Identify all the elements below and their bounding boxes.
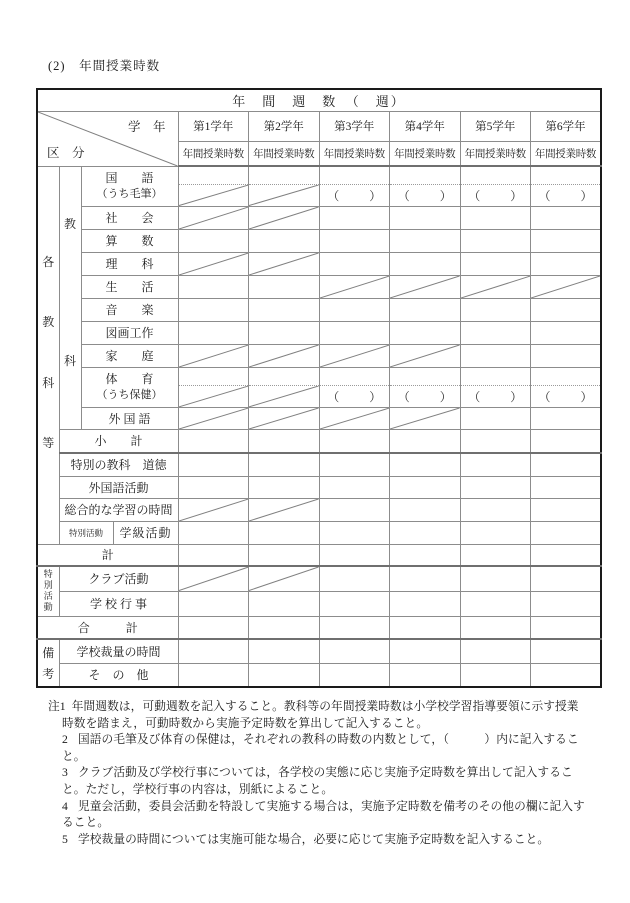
entry-cell-split-paren (390, 166, 461, 206)
group-char: 別 (43, 580, 53, 591)
subheader-hours: 年間授業時数 (249, 141, 320, 166)
entry-cell-diag (178, 407, 249, 429)
entry-cell-empty (178, 476, 249, 498)
row-label-grand-total: 合 計 (37, 616, 178, 639)
grade-header-1: 第1学年 (178, 111, 249, 141)
corner-grade-label: 学 年 (127, 119, 166, 134)
entry-cell-empty (460, 616, 531, 639)
paren-close: ） (510, 188, 523, 203)
note-number: 注1 (48, 700, 66, 713)
entry-cell-diag (249, 498, 320, 521)
subheader-hours: 年間授業時数 (390, 141, 461, 166)
diagonal-strike-line (179, 207, 249, 229)
entry-cell-empty (178, 275, 249, 298)
entry-cell-diag (249, 407, 320, 429)
entry-cell-empty (178, 229, 249, 252)
entry-cell-empty (249, 476, 320, 498)
entry-cell-empty (178, 521, 249, 544)
entry-cell-empty (319, 639, 390, 663)
group-char: 動 (43, 602, 53, 613)
grade-header-5: 第5学年 (460, 111, 531, 141)
paren-close: ） (510, 389, 523, 404)
entry-cell-split-diag (178, 166, 249, 206)
row-label-katei: 家 庭 (81, 344, 178, 367)
diagonal-strike-line (249, 345, 319, 367)
entry-cell-empty (178, 639, 249, 663)
entry-cell-diag (531, 275, 602, 298)
paren-close: ） (580, 188, 593, 203)
row-label-ongaku: 音 楽 (81, 298, 178, 321)
grade-header-6: 第6学年 (531, 111, 602, 141)
entry-cell-empty (249, 321, 320, 344)
entry-cell-diag (178, 206, 249, 229)
subject-name: 体 育 (105, 372, 154, 387)
diagonal-strike-line (320, 345, 390, 367)
diagonal-strike-line (390, 345, 460, 367)
entry-cell-empty (178, 453, 249, 476)
entry-cell-split-diag (178, 367, 249, 407)
page-title: (2) 年間授業時数 (48, 59, 161, 73)
diagonal-strike-line (531, 276, 600, 298)
entry-cell-empty (319, 663, 390, 687)
row-label-sogo: 総合的な学習の時間 (59, 498, 178, 521)
entry-cell-diag (319, 344, 390, 367)
entry-cell-empty (531, 344, 602, 367)
entry-cell-empty (460, 429, 531, 453)
paren-open: （ (468, 188, 481, 203)
note-text: クラブ活動及び学校行事については，各学校の実態に応じ実施予定時数を算出して記入すること。ただし，学校行事の内容は，別紙によること。 (62, 766, 573, 796)
row-label-sansu: 算 数 (81, 229, 178, 252)
entry-cell-empty (531, 498, 602, 521)
group-char: 科 (42, 375, 55, 390)
subject-subname: （うち毛筆） (96, 187, 163, 200)
group-char: 等 (42, 436, 55, 451)
diagonal-strike-line (179, 567, 249, 591)
group-char: 科 (63, 353, 76, 368)
entry-cell-empty (319, 616, 390, 639)
entry-cell-diag (460, 275, 531, 298)
entry-cell-empty (319, 321, 390, 344)
diagonal-strike-line (249, 207, 319, 229)
row-label-subtotal: 小 計 (59, 429, 178, 453)
row-label-seikatsu: 生 活 (81, 275, 178, 298)
entry-cell-diag (390, 275, 461, 298)
gakkyu-group-label: 特別活動 (60, 522, 114, 544)
weeks-header: 年 間 週 数 （ 週） (37, 89, 601, 111)
entry-cell-diag (178, 344, 249, 367)
paren-close: ） (369, 389, 382, 404)
entry-cell-empty (249, 521, 320, 544)
paren-open: （ (397, 188, 410, 203)
diagonal-strike-line (179, 253, 249, 275)
entry-cell-empty (178, 321, 249, 344)
entry-cell-split-paren (531, 166, 602, 206)
entry-cell-empty (319, 521, 390, 544)
subheader-hours: 年間授業時数 (460, 141, 531, 166)
entry-cell-split-paren (390, 367, 461, 407)
entry-cell-empty (390, 476, 461, 498)
entry-cell-empty (460, 453, 531, 476)
entry-cell-empty (319, 566, 390, 591)
row-label-gaikokugo-katsudo: 外国語活動 (59, 476, 178, 498)
group-label-tokubetsu-katsudo (37, 566, 59, 616)
diagonal-strike-line (249, 253, 319, 275)
entry-cell-empty (460, 252, 531, 275)
grade-header-2: 第2学年 (249, 111, 320, 141)
entry-cell-split-paren (319, 166, 390, 206)
group-char: 備 (42, 646, 55, 660)
entry-cell-empty (390, 321, 461, 344)
entry-cell-diag (249, 344, 320, 367)
entry-cell-empty (390, 453, 461, 476)
entry-cell-empty (178, 616, 249, 639)
entry-cell-empty (319, 252, 390, 275)
grade-header-3: 第3学年 (319, 111, 390, 141)
entry-cell-empty (531, 521, 602, 544)
entry-cell-empty (460, 566, 531, 591)
note-item (62, 732, 588, 765)
entry-cell-diag (249, 206, 320, 229)
diagonal-strike-line (320, 408, 390, 429)
corner-cell (37, 111, 178, 166)
entry-cell-diag (319, 275, 390, 298)
entry-cell-empty (178, 663, 249, 687)
entry-cell-diag (178, 498, 249, 521)
entry-cell-split-diag (249, 166, 320, 206)
gakkyu-label: 学級活動 (119, 526, 172, 540)
row-label-sonota: そ の 他 (59, 663, 178, 687)
note-text: 児童会活動，委員会活動を特設して実施する場合は，実施予定時数を備考のその他の欄に記入すること。 (62, 799, 585, 830)
entry-cell-empty (390, 521, 461, 544)
entry-cell-empty (249, 663, 320, 687)
entry-cell-empty (460, 663, 531, 687)
paren-close: ） (369, 188, 382, 203)
entry-cell-empty (390, 252, 461, 275)
diagonal-strike-line (179, 345, 249, 367)
entry-cell-diag (178, 252, 249, 275)
diagonal-strike-line (320, 276, 390, 298)
row-label-rika: 理 科 (81, 252, 178, 275)
note-item (62, 765, 588, 798)
diagonal-strike-line (179, 408, 249, 429)
diagonal-strike-line (390, 276, 460, 298)
entry-cell-empty (460, 476, 531, 498)
row-label-zugakosaku: 図画工作 (81, 321, 178, 344)
entry-cell-empty (390, 566, 461, 591)
entry-cell-split-paren (460, 367, 531, 407)
entry-cell-empty (249, 429, 320, 453)
subheader-hours: 年間授業時数 (178, 141, 249, 166)
note-item (62, 799, 588, 832)
entry-cell-empty (319, 476, 390, 498)
subheader-hours: 年間授業時数 (531, 141, 602, 166)
entry-cell-empty (460, 298, 531, 321)
paren-open: （ (538, 188, 551, 203)
group-char: 教 (63, 216, 76, 231)
entry-cell-empty (531, 229, 602, 252)
entry-cell-empty (249, 616, 320, 639)
entry-cell-empty (390, 544, 461, 566)
entry-cell-empty (531, 566, 602, 591)
entry-cell-empty (178, 429, 249, 453)
note-number: 4 (62, 799, 68, 813)
note-text: 学校裁量の時間については実施可能な場合，必要に応じて実施予定時数を記入すること。 (77, 832, 550, 846)
group-char: 特 (43, 569, 53, 580)
note-number: 3 (62, 766, 68, 780)
note-item (62, 832, 588, 849)
paren-open: （ (538, 389, 551, 404)
diagonal-strike-line (249, 386, 319, 407)
annual-hours-table (36, 88, 602, 688)
entry-cell-empty (531, 206, 602, 229)
entry-cell-empty (249, 639, 320, 663)
entry-cell-empty (531, 298, 602, 321)
entry-cell-empty (249, 275, 320, 298)
entry-cell-empty (390, 429, 461, 453)
entry-cell-empty (531, 616, 602, 639)
entry-cell-empty (531, 663, 602, 687)
entry-cell-empty (249, 544, 320, 566)
entry-cell-empty (460, 498, 531, 521)
entry-cell-empty (319, 544, 390, 566)
notes-section (48, 699, 588, 848)
row-label-dotoku: 特別の教科 道徳 (59, 453, 178, 476)
paren-close: ） (439, 389, 452, 404)
corner-category-label: 区 分 (47, 145, 85, 160)
row-label-gakkyu-katsudo (59, 521, 178, 544)
entry-cell-empty (249, 453, 320, 476)
note-item (48, 699, 588, 732)
entry-cell-empty (531, 321, 602, 344)
entry-cell-empty (319, 453, 390, 476)
diagonal-strike-line (249, 567, 319, 591)
entry-cell-empty (460, 639, 531, 663)
subheader-hours: 年間授業時数 (319, 141, 390, 166)
entry-cell-empty (531, 407, 602, 429)
entry-cell-empty (178, 591, 249, 616)
entry-cell-split-paren (460, 166, 531, 206)
entry-cell-empty (178, 544, 249, 566)
group-char: 各 (42, 254, 55, 269)
entry-cell-empty (390, 206, 461, 229)
row-label-total: 計 (37, 544, 178, 566)
group-char: 活 (43, 591, 53, 602)
entry-cell-empty (249, 591, 320, 616)
entry-cell-empty (531, 544, 602, 566)
entry-cell-empty (319, 298, 390, 321)
row-label-taiiku (81, 367, 178, 407)
entry-cell-empty (390, 616, 461, 639)
entry-cell-empty (319, 229, 390, 252)
diagonal-strike-line (249, 408, 319, 429)
row-label-shakai: 社 会 (81, 206, 178, 229)
row-label-gyoji: 学 校 行 事 (59, 591, 178, 616)
paren-open: （ (397, 389, 410, 404)
entry-cell-split-paren (319, 367, 390, 407)
entry-cell-empty (319, 429, 390, 453)
subject-name: 国 語 (105, 171, 154, 186)
group-char: 考 (42, 667, 55, 681)
row-label-sairyo: 学校裁量の時間 (59, 639, 178, 663)
entry-cell-split-diag (249, 367, 320, 407)
paren-close: ） (439, 188, 452, 203)
entry-cell-empty (390, 229, 461, 252)
entry-cell-empty (460, 321, 531, 344)
diagonal-strike-line (179, 386, 249, 407)
entry-cell-empty (319, 591, 390, 616)
entry-cell-empty (460, 206, 531, 229)
subject-subname: （うち保健） (96, 388, 163, 401)
paren-close: ） (580, 389, 593, 404)
entry-cell-diag (390, 344, 461, 367)
entry-cell-empty (249, 298, 320, 321)
paren-open: （ (327, 389, 340, 404)
entry-cell-empty (531, 591, 602, 616)
entry-cell-empty (319, 206, 390, 229)
diagonal-strike-line (179, 185, 249, 206)
entry-cell-empty (531, 453, 602, 476)
diagonal-strike-line (179, 499, 249, 521)
note-number: 2 (62, 733, 68, 747)
entry-cell-diag (390, 407, 461, 429)
entry-cell-empty (531, 429, 602, 453)
entry-cell-empty (249, 229, 320, 252)
note-text: 年間週数は，可動週数を記入すること。教科等の年間授業時数は小学校学習指導要領に示す授業時数を踏まえ，可動時数から実施予定時数を算出して記入すること。 (62, 700, 579, 730)
note-number: 5 (62, 832, 68, 846)
group-label-all-subjects (37, 166, 59, 544)
entry-cell-empty (460, 591, 531, 616)
entry-cell-diag (178, 566, 249, 591)
entry-cell-empty (531, 252, 602, 275)
entry-cell-empty (460, 521, 531, 544)
entry-cell-empty (390, 639, 461, 663)
diagonal-strike-line (461, 276, 531, 298)
entry-cell-diag (249, 566, 320, 591)
entry-cell-empty (531, 476, 602, 498)
entry-cell-empty (390, 298, 461, 321)
entry-cell-empty (460, 344, 531, 367)
diagonal-strike-line (390, 408, 460, 429)
entry-cell-empty (390, 498, 461, 521)
entry-cell-empty (460, 229, 531, 252)
row-label-club: クラブ活動 (59, 566, 178, 591)
note-text: 国語の毛筆及び体育の保健は，それぞれの教科の時数の内数として，（ ）内に記入すること。 (62, 733, 579, 763)
entry-cell-empty (390, 663, 461, 687)
row-label-gaikokugo: 外 国 語 (81, 407, 178, 429)
entry-cell-split-paren (531, 367, 602, 407)
entry-cell-empty (460, 407, 531, 429)
paren-open: （ (327, 188, 340, 203)
entry-cell-diag (319, 407, 390, 429)
entry-cell-empty (178, 298, 249, 321)
entry-cell-empty (531, 639, 602, 663)
entry-cell-empty (319, 498, 390, 521)
entry-cell-empty (390, 591, 461, 616)
paren-open: （ (468, 389, 481, 404)
grade-header-4: 第4学年 (390, 111, 461, 141)
diagonal-strike-line (249, 185, 319, 206)
entry-cell-diag (249, 252, 320, 275)
entry-cell-empty (460, 544, 531, 566)
group-label-subjects (59, 166, 81, 429)
group-char: 教 (42, 315, 55, 330)
diagonal-strike-line (249, 499, 319, 521)
row-label-kokugo (81, 166, 178, 206)
group-label-biko (37, 639, 59, 687)
